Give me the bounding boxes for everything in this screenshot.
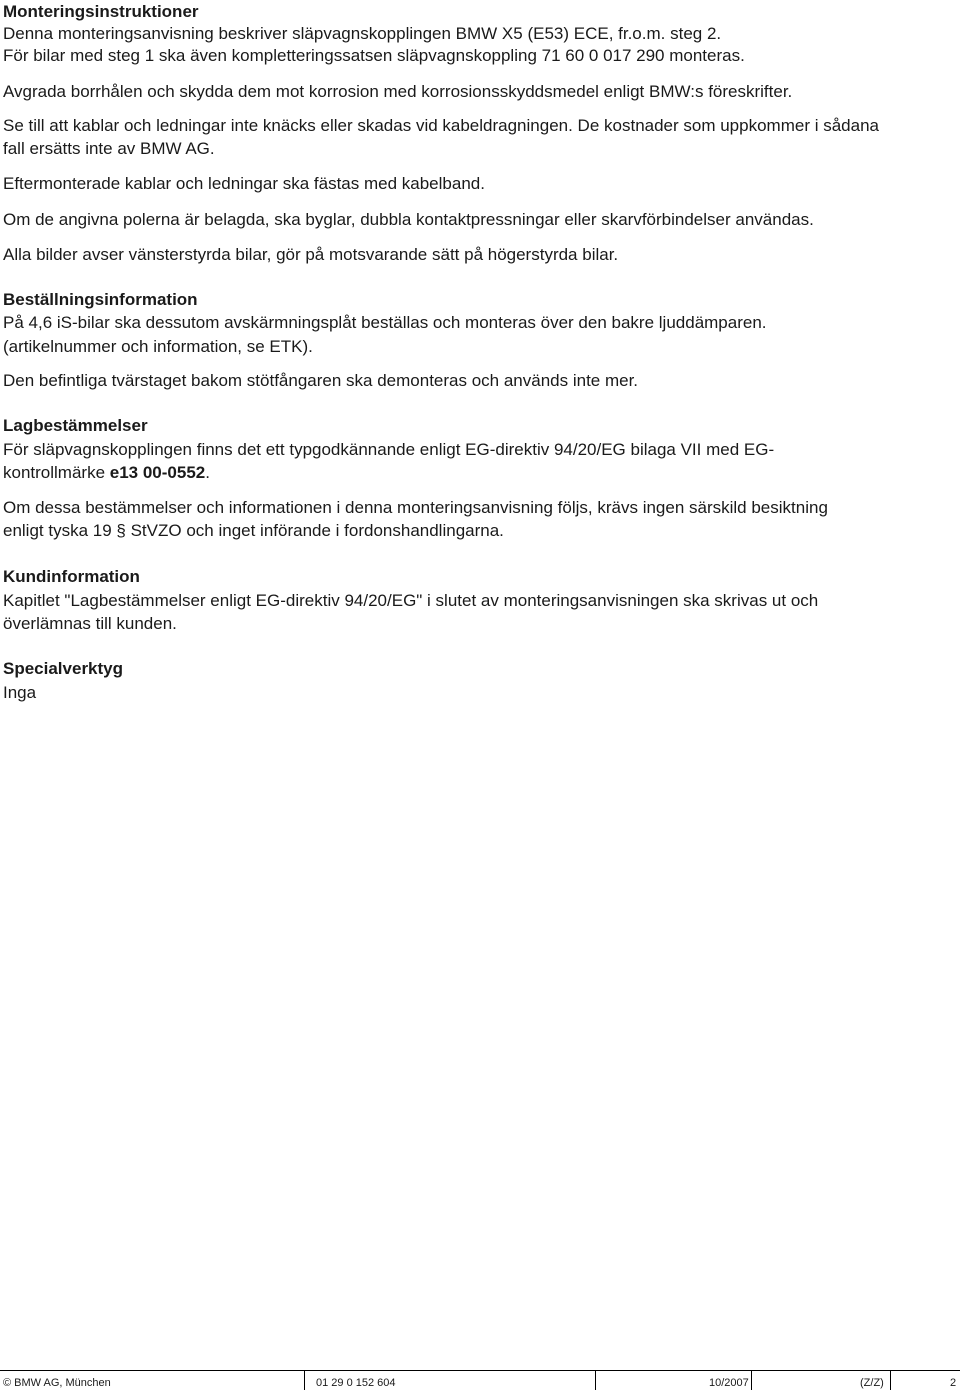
paragraph-line: På 4,6 iS-bilar ska dessutom avskärmningsplåt beställas och monteras över den bakre ljuddämparen. (3, 313, 767, 332)
text-suffix: StVZO och inget införande i fordonshandlingarna. (125, 521, 504, 540)
copyright-icon: © (3, 1377, 12, 1389)
footer-rule (0, 1370, 960, 1371)
paragraph-line: överlämnas till kunden. (3, 614, 177, 633)
paragraph-line: För släpvagnskopplingen finns det ett typgodkännande enligt EG-direktiv 94/20/EG bilaga VII med EG- (3, 440, 775, 459)
paragraph-line: För bilar med steg 1 ska även kompletteringssatsen släpvagnskoppling 71 60 0 017 290 monteras. (3, 46, 745, 65)
paragraph-line (3, 461, 953, 484)
footer-divider (595, 1370, 596, 1390)
paragraph: Avgrada borrhålen och skydda dem mot korrosion med korrosionsskyddsmedel enligt BMW:s föreskrifter. (3, 82, 793, 101)
text-prefix: enligt tyska 19 (3, 521, 117, 540)
paragraph-line: Kapitlet "Lagbestämmelser enligt EG-direktiv 94/20/EG" i slutet av monteringsanvisningen ska skrivas ut och (3, 591, 819, 610)
paragraph: Eftermonterade kablar och ledningar ska fästas med kabelband. (3, 174, 485, 193)
text-prefix: kontrollmärke (3, 463, 110, 482)
heading-kundinformation: Kundinformation (3, 567, 140, 586)
paragraph: Alla bilder avser vänsterstyrda bilar, gör på motsvarande sätt på högerstyrda bilar. (3, 245, 619, 264)
paragraph-line: (artikelnummer och information, se ETK). (3, 337, 313, 356)
page-footer (0, 1370, 960, 1390)
footer-code: (Z/Z) (860, 1377, 884, 1389)
heading-bestallningsinformation: Beställningsinformation (3, 290, 198, 309)
heading-lagbestammelser: Lagbestämmelser (3, 416, 148, 435)
control-mark: e13 00-0552 (109, 463, 206, 482)
heading-specialverktyg: Specialverktyg (3, 659, 124, 678)
paragraph-line (3, 519, 953, 542)
paragraph-line: Denna monteringsanvisning beskriver släpvagnskopplingen BMW X5 (E53) ECE, fr.o.m. steg 2. (3, 24, 722, 43)
section-symbol: § (116, 521, 126, 540)
footer-company (3, 1376, 111, 1390)
paragraph-line: Se till att kablar och ledningar inte knäcks eller skadas vid kabeldragningen. De kostnader som uppkommer i sådana (3, 116, 879, 135)
heading-monteringsinstruktioner: Monteringsinstruktioner (3, 2, 199, 21)
footer-divider (890, 1370, 891, 1390)
paragraph: Den befintliga tvärstaget bakom stötfångaren ska demonteras och används inte mer. (3, 371, 639, 390)
footer-date: 10/2007 (709, 1377, 749, 1389)
footer-doc-number: 01 29 0 152 604 (316, 1377, 396, 1389)
footer-divider (304, 1370, 305, 1390)
footer-page-number: 2 (950, 1377, 957, 1389)
paragraph-line: fall ersätts inte av BMW AG. (3, 139, 215, 158)
paragraph-line: Inga (3, 683, 37, 702)
text-suffix: . (205, 463, 210, 482)
footer-divider (751, 1370, 752, 1390)
footer-company-name: BMW AG, München (14, 1377, 111, 1389)
paragraph: Om de angivna polerna är belagda, ska byglar, dubbla kontaktpressningar eller skarvförbindelser användas. (3, 210, 814, 229)
paragraph-line: Om dessa bestämmelser och informationen i denna monteringsanvisning följs, krävs ingen särskild besiktning (3, 498, 828, 517)
